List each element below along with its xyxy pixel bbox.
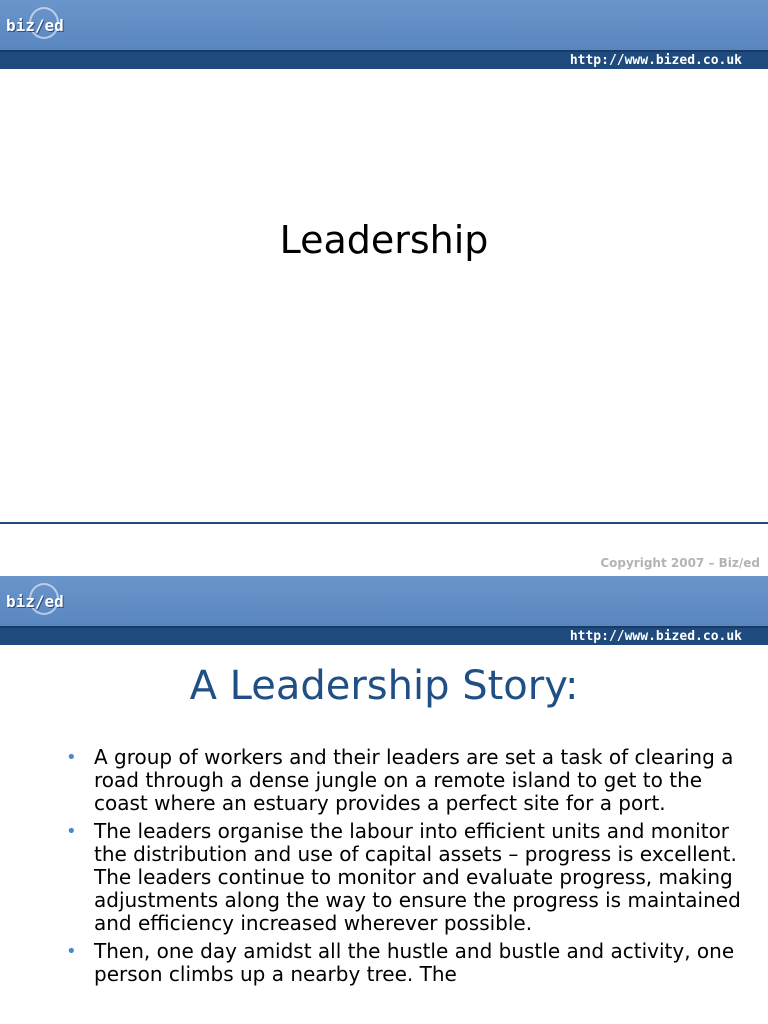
footer-divider <box>0 522 768 524</box>
bullet-item <box>64 940 744 986</box>
slide-2 <box>0 576 768 1024</box>
bullet-item <box>64 820 744 935</box>
site-url: http://www.bized.co.uk <box>569 53 742 68</box>
url-bar <box>0 626 768 645</box>
logo-text: biz/ed <box>6 592 64 611</box>
bullet-dot-icon: • <box>66 821 77 842</box>
header-banner <box>0 576 768 626</box>
bullet-item <box>64 746 744 815</box>
url-bar <box>0 50 768 69</box>
bullet-text: The leaders organise the labour into efficient units and monitor the distribution and use of capital assets – progress is excellent. The leaders continue to monitor and evaluate progress, making adjustments along the way to ensure the progress is maintained and efficiency increased wherever possible. <box>94 819 741 935</box>
bullet-list <box>64 746 744 991</box>
site-url: http://www.bized.co.uk <box>569 629 742 644</box>
bullet-text: A group of workers and their leaders are set a task of clearing a road through a dense jungle on a remote island to get to the coast where an estuary provides a perfect site for a port. <box>94 745 734 815</box>
bized-logo <box>6 582 86 622</box>
slide-title: A Leadership Story: <box>189 663 579 709</box>
copyright-text: Copyright 2007 – Biz/ed <box>600 556 760 570</box>
header-banner <box>0 0 768 50</box>
bullet-dot-icon: • <box>66 747 77 768</box>
bized-logo <box>6 6 86 46</box>
logo-text: biz/ed <box>6 16 64 35</box>
bullet-dot-icon: • <box>66 941 77 962</box>
slide-title: Leadership <box>279 218 489 262</box>
bullet-text: Then, one day amidst all the hustle and bustle and activity, one person climbs up a nearby tree. The <box>94 939 735 986</box>
